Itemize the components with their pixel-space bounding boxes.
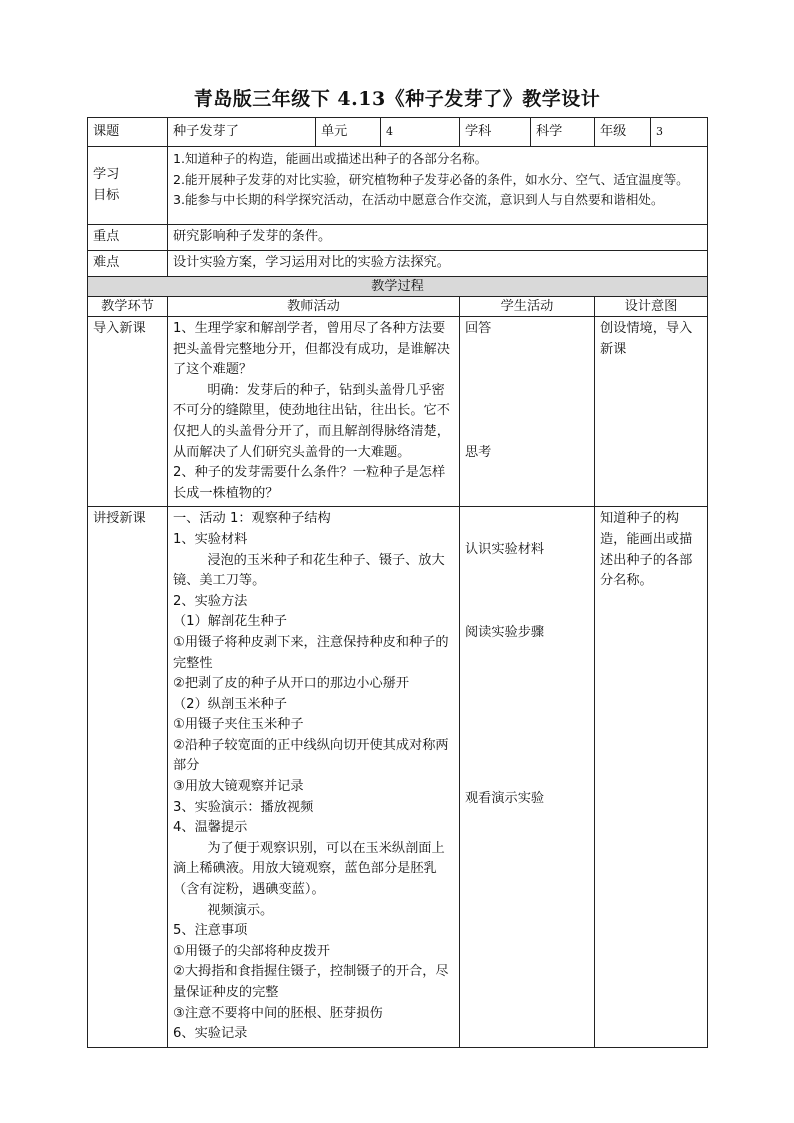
col-header-teacher: 教师活动 (168, 297, 460, 317)
lesson-line-8: （2）纵剖玉米种子 (173, 696, 287, 712)
key-point-row (88, 225, 708, 251)
lesson-line-13: 4、温馨提示 (173, 820, 248, 836)
lesson-line-4: 2、实验方法 (173, 593, 248, 609)
col-header-intent: 设计意图 (595, 297, 708, 317)
process-heading: 教学过程 (88, 277, 708, 297)
lesson-line-19: ③注意不要将中间的胚根、胚芽损伤 (173, 1005, 383, 1021)
discipline-value: 科学 (531, 118, 595, 147)
lesson-line-16: 5、注意事项 (173, 923, 248, 939)
goals-label-line-2: 目标 (93, 187, 120, 203)
lesson-line-2: 1、实验材料 (173, 531, 248, 547)
goal-item-1: 1.知道种子的构造，能画出或描述出种子的各部分名称。 (173, 151, 488, 166)
lesson-line-12: 3、实验演示：播放视频 (173, 799, 314, 815)
lesson-line-14: 为了便于观察识别，可以在玉米纵剖面上滴上稀碘液。用放大镜观察，蓝色部分是胚乳（含有淀粉，遇碘变蓝）。 (173, 840, 445, 898)
difficulty-label: 难点 (88, 251, 168, 277)
intro-student-2: 思考 (465, 444, 492, 460)
lesson-line-18: ②大拇指和食指握住镊子，控制镊子的开合，尽量保证种皮的完整 (173, 964, 449, 1000)
intro-student (460, 317, 595, 507)
lesson-line-11: ③用放大镜观察并记录 (173, 779, 304, 795)
lesson-stage: 讲授新课 (88, 507, 168, 1047)
lesson-line-1: 一、活动 1：观察种子结构 (173, 511, 331, 527)
key-point-label: 重点 (88, 225, 168, 251)
intro-stage: 导入新课 (88, 317, 168, 507)
difficulty-text: 设计实验方案，学习运用对比的实验方法探究。 (168, 251, 708, 277)
lesson-line-7: ②把剥了皮的种子从开口的那边小心掰开 (173, 676, 410, 692)
lesson-student-1: 认识实验材料 (465, 542, 545, 558)
intro-teacher-para-3: 2、种子的发芽需要什么条件？一粒种子是怎样长成一株植物的？ (173, 465, 446, 501)
grade-value: 3 (651, 118, 708, 147)
lesson-line-10: ②沿种子较宽面的正中线纵向切开使其成对称两部分 (173, 737, 449, 774)
unit-value: 4 (381, 118, 460, 147)
discipline-label: 学科 (460, 118, 531, 147)
unit-label: 单元 (316, 118, 381, 147)
lesson-teacher (168, 507, 460, 1047)
info-row (88, 118, 708, 147)
intro-student-1: 回答 (465, 321, 492, 336)
lesson-intent: 知道种子的构造，能画出或描述出种子的各部分名称。 (595, 507, 708, 1047)
document-title: 青岛版三年级下 4.13《种子发芽了》教学设计 (193, 88, 601, 110)
intro-teacher (168, 317, 460, 507)
goals-label (88, 147, 168, 225)
lesson-line-3: 浸泡的玉米种子和花生种子、镊子、放大镜、美工刀等。 (173, 552, 445, 589)
lesson-line-9: ①用镊子夹住玉米种子 (173, 717, 304, 733)
col-header-student: 学生活动 (460, 297, 595, 317)
grade-label: 年级 (595, 118, 651, 147)
subject-label: 课题 (88, 118, 168, 147)
lesson-line-20: 6、实验记录 (173, 1026, 248, 1042)
intro-teacher-para-2: 明确：发芽后的种子，钻到头盖骨几乎密不可分的缝隙里，使劲地往出钻，往出长。它不仅把人的头盖骨分开了，而且解剖得脉络清楚，从而解决了人们研究头盖骨的一大难题。 (173, 382, 450, 460)
column-header-row (88, 297, 708, 317)
col-header-stage: 教学环节 (88, 297, 168, 317)
lesson-student-2: 阅读实验步骤 (465, 624, 545, 640)
lesson-row (88, 507, 708, 1047)
lesson-line-15: 视频演示。 (207, 902, 274, 918)
goal-item-2: 2.能开展种子发芽的对比实验，研究植物种子发芽必备的条件，如水分、空气、适宜温度等。 (173, 171, 689, 187)
lesson-line-17: ①用镊子的尖部将种皮拨开 (173, 943, 330, 959)
process-heading-row (88, 277, 708, 297)
lesson-student (460, 507, 595, 1047)
lesson-student-3: 观看演示实验 (465, 790, 545, 806)
key-point-text: 研究影响种子发芽的条件。 (168, 225, 708, 251)
subject-value: 种子发芽了 (168, 118, 316, 147)
difficulty-row (88, 251, 708, 277)
lesson-plan-table (87, 117, 708, 1048)
goals-row (88, 147, 708, 225)
lesson-line-6: ①用镊子将种皮剥下来，注意保持种皮和种子的完整性 (173, 634, 449, 671)
intro-teacher-para-1: 1、生理学家和解剖学者，曾用尽了各种方法要把头盖骨完整地分开，但都没有成功，是谁解决了这个难题？ (173, 321, 450, 378)
intro-row (88, 317, 708, 507)
goals-content (168, 147, 708, 225)
goals-label-line-1: 学习 (93, 166, 120, 182)
goal-item-3: 3.能参与中长期的科学探究活动，在活动中愿意合作交流，意识到人与自然要和谐相处。 (173, 192, 664, 208)
intro-intent: 创设情境，导入新课 (595, 317, 708, 507)
lesson-line-5: （1）解剖花生种子 (173, 614, 287, 630)
